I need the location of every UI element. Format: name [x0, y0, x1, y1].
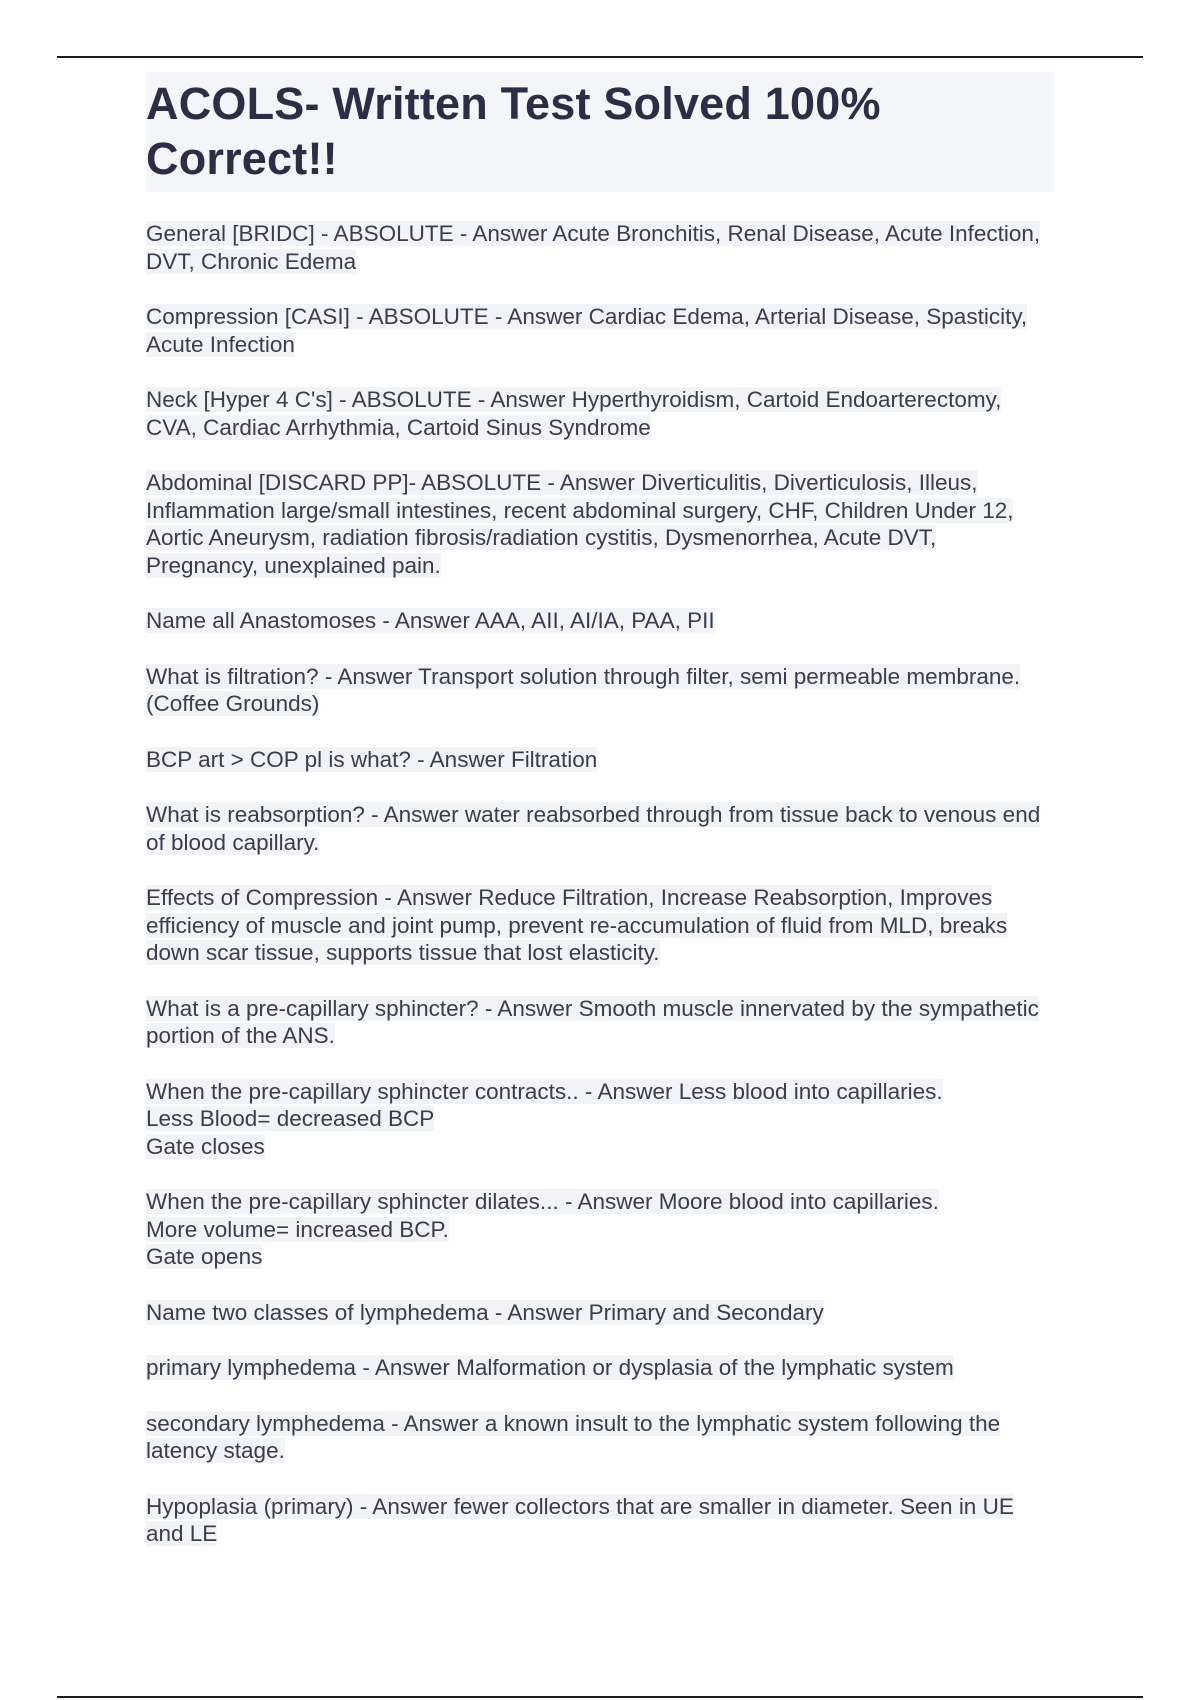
document-body: [146, 72, 1054, 1576]
qa-entry: [146, 1410, 1054, 1465]
qa-entry-text: Hypoplasia (primary) - Answer fewer collectors that are smaller in diameter. Seen in UE and LE: [146, 1493, 1014, 1546]
qa-entry: [146, 220, 1054, 275]
qa-entry: [146, 469, 1054, 579]
qa-entry: [146, 1078, 1054, 1161]
qa-entry-text: When the pre-capillary sphincter contracts.. - Answer Less blood into capillaries. Less Blood= decreased BCP Gate closes: [146, 1078, 943, 1159]
qa-entry-text: What is a pre-capillary sphincter? - Answer Smooth muscle innervated by the sympathetic portion of the ANS.: [146, 995, 1039, 1048]
qa-entry-text: Effects of Compression - Answer Reduce Filtration, Increase Reabsorption, Improves efficiency of muscle and joint pump, prevent re-accumulation of fluid from MLD, breaks down scar tissue, supports tissue that lost elasticity.: [146, 885, 1008, 965]
qa-entry: [146, 746, 1054, 774]
qa-entry-text: When the pre-capillary sphincter dilates... - Answer Moore blood into capillaries. More volume= increased BCP. Gate opens: [146, 1189, 939, 1269]
qa-entry-text: Name all Anastomoses - Answer AAA, AII, AI/IA, PAA, PII: [146, 608, 715, 633]
qa-entry: [146, 884, 1054, 967]
qa-entry: [146, 1188, 1054, 1271]
qa-entry-text: General [BRIDC] - ABSOLUTE - Answer Acute Bronchitis, Renal Disease, Acute Infection, DVT, Chronic Edema: [146, 221, 1041, 274]
qa-entry-text: primary lymphedema - Answer Malformation or dysplasia of the lymphatic system: [146, 1355, 954, 1380]
qa-entry-text: Compression [CASI] - ABSOLUTE - Answer Cardiac Edema, Arterial Disease, Spasticity, Acute Infection: [146, 304, 1028, 357]
qa-entry-text: Name two classes of lymphedema - Answer Primary and Secondary: [146, 1299, 824, 1325]
qa-entry: [146, 1299, 1054, 1327]
qa-entry-text: Neck [Hyper 4 C's] - ABSOLUTE - Answer Hyperthyroidism, Cartoid Endoarterectomy, CVA, Cardiac Arrhythmia, Cartoid Sinus Syndrome: [146, 387, 1002, 440]
top-rule: [57, 56, 1143, 58]
document-title: ACOLS- Written Test Solved 100% Correct!!: [146, 78, 881, 184]
qa-entry-text: What is reabsorption? - Answer water reabsorbed through from tissue back to venous end of blood capillary.: [146, 802, 1041, 855]
qa-entry: [146, 607, 1054, 635]
qa-entry: [146, 303, 1054, 358]
qa-entry: [146, 1354, 1054, 1382]
qa-entry-text: BCP art > COP pl is what? - Answer Filtration: [146, 746, 598, 772]
qa-entry: [146, 1493, 1054, 1548]
qa-entry: [146, 995, 1054, 1050]
qa-entry-text: secondary lymphedema - Answer a known insult to the lymphatic system following the latency stage.: [146, 1410, 1001, 1463]
qa-entry: [146, 386, 1054, 441]
title-block: [146, 72, 1054, 192]
qa-entry-text: Abdominal [DISCARD PP]- ABSOLUTE - Answer Diverticulitis, Diverticulosis, Illeus, Inflammation large/small intestines, recent abdominal surgery, CHF, Children Under 12, Aortic Aneurysm, radiation fibrosis/radiation cystitis, Dysmenorrhea, Acute DVT, Pregnancy, unexplained pain.: [146, 470, 1014, 578]
bottom-rule: [57, 1696, 1143, 1698]
qa-entry: [146, 663, 1054, 718]
qa-entry: [146, 801, 1054, 856]
qa-entry-text: What is filtration? - Answer Transport solution through filter, semi permeable membrane. (Coffee Grounds): [146, 663, 1021, 716]
